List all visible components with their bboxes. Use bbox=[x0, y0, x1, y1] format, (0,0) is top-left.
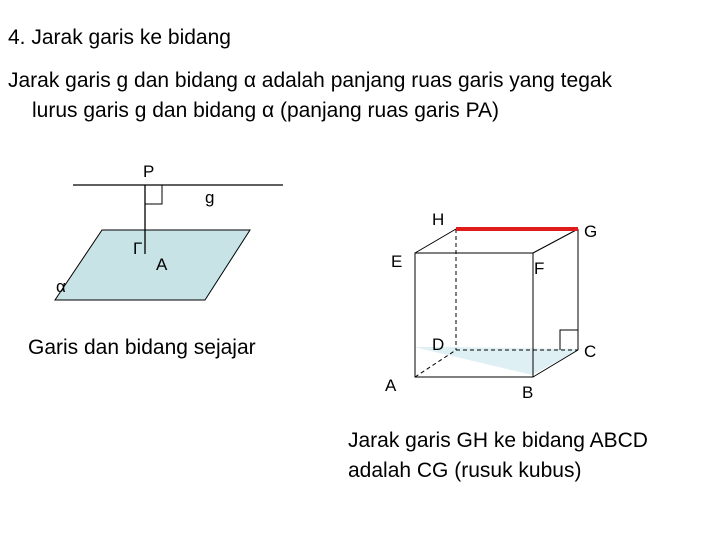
label-A-left: A bbox=[156, 255, 168, 274]
edge-EH bbox=[415, 229, 456, 253]
right-angle-symbol: Γ bbox=[133, 239, 143, 258]
line-plane-figure bbox=[55, 162, 283, 300]
label-B: B bbox=[522, 383, 534, 402]
label-H: H bbox=[432, 210, 445, 229]
label-F: F bbox=[534, 259, 545, 278]
caption-line-2: adalah CG (rusuk kubus) bbox=[348, 459, 582, 482]
label-alpha: α bbox=[56, 277, 66, 296]
label-C: C bbox=[584, 342, 597, 361]
cube-figure bbox=[385, 210, 597, 402]
slide-heading: 4. Jarak garis ke bidang bbox=[8, 26, 231, 49]
label-g: g bbox=[205, 188, 215, 207]
definition-line-2: lurus garis g dan bidang α (panjang ruas garis PA) bbox=[32, 99, 500, 122]
plane-alpha bbox=[55, 230, 250, 300]
label-D: D bbox=[432, 335, 445, 354]
left-figure-caption: Garis dan bidang sejajar bbox=[28, 336, 256, 359]
right-angle-marker bbox=[145, 185, 162, 204]
definition-line-1: Jarak garis g dan bidang α adalah panjang ruas garis yang tegak bbox=[8, 69, 613, 92]
right-figure-caption bbox=[348, 426, 648, 486]
caption-line-1: Jarak garis GH ke bidang ABCD bbox=[348, 429, 648, 452]
label-G: G bbox=[584, 222, 598, 241]
label-E: E bbox=[391, 252, 403, 271]
right-angle-marker-C bbox=[560, 330, 578, 350]
edge-FG bbox=[533, 229, 578, 253]
label-P: P bbox=[143, 162, 155, 181]
label-A-cube: A bbox=[385, 376, 397, 395]
